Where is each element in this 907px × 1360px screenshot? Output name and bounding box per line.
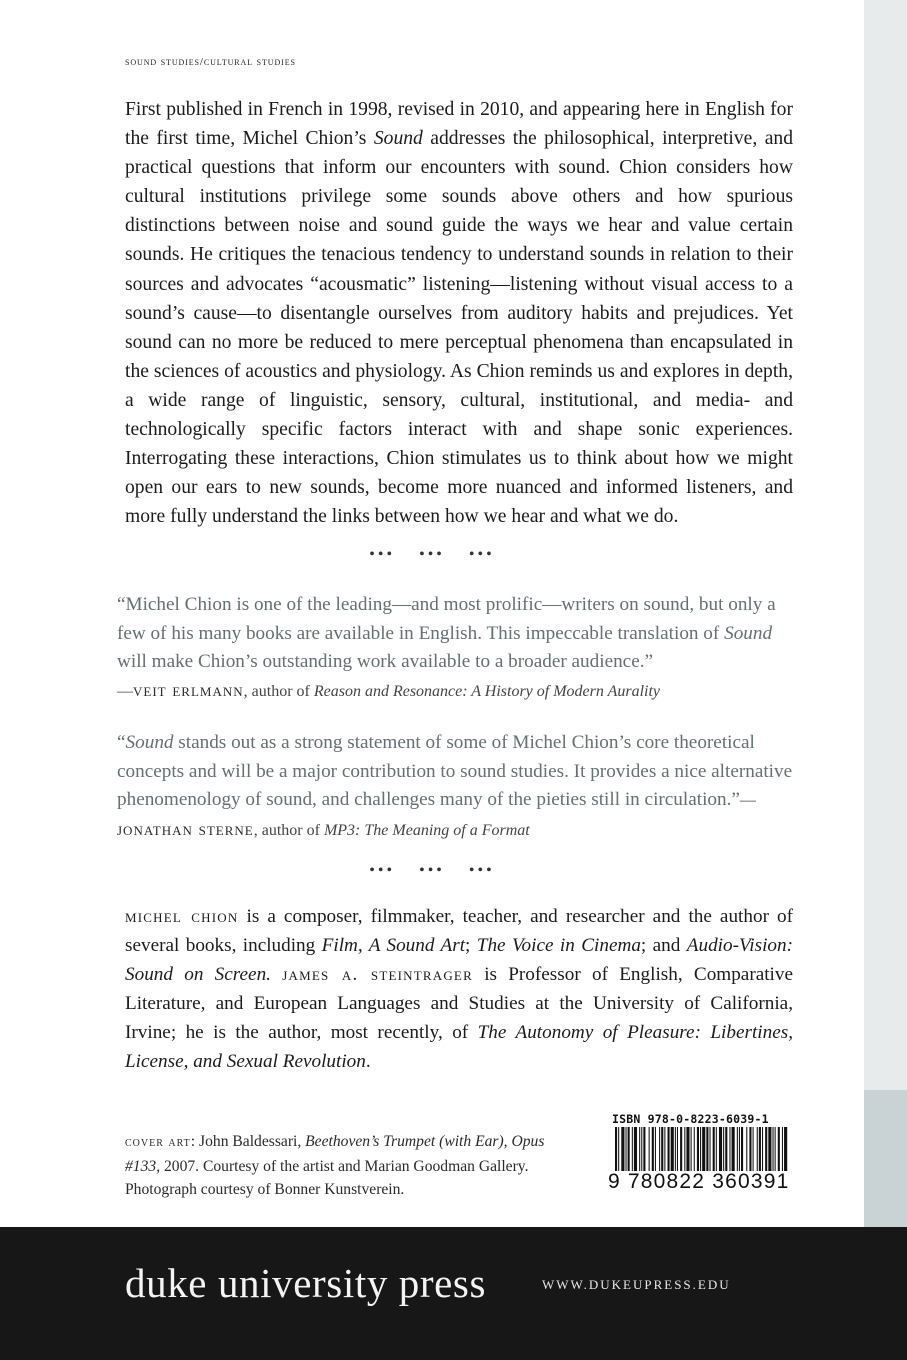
spine-edge <box>864 0 907 1090</box>
section-separator-2 <box>0 862 864 880</box>
barcode-bar <box>680 1127 682 1171</box>
category-label: sound studies/cultural studies <box>125 56 296 68</box>
quote1-title: Sound <box>724 622 773 644</box>
bio-book-4: The Autonomy of Pleasure: Libertines, License, and Sexual Revolution <box>125 1022 793 1073</box>
book-description <box>125 95 793 531</box>
quote2-work: MP3: The Meaning of a Format <box>323 821 530 839</box>
credit-artist: John Baldessari, <box>199 1133 306 1150</box>
barcode-bar <box>639 1127 640 1171</box>
barcode-bar <box>749 1127 751 1171</box>
bio-author-1: michel chion <box>125 906 239 927</box>
quote2-title: Sound <box>125 732 174 753</box>
separator-dots: ••• <box>419 546 445 563</box>
quote1-author-of: , author of <box>243 682 314 700</box>
barcode-bar <box>615 1127 617 1171</box>
bio-sep-2: ; and <box>640 935 687 957</box>
quote2-author-of: , author of <box>253 821 324 839</box>
barcode-bar <box>723 1127 724 1171</box>
blurb-part-1: First published in French in 1998, revised in 2010, and appearing here in English for the first time, Michel Chion’s <box>125 99 793 150</box>
barcode-bar <box>725 1127 727 1171</box>
barcode-bar <box>691 1127 692 1171</box>
blurb-book-title: Sound <box>373 128 423 150</box>
quote2-author: jonathan sterne <box>117 818 254 840</box>
bio-text-2: is Professor of English, Comparative Literature, and European Languages and Studies at the University of California, Irvine; he is the author, most recently, of <box>125 964 794 1044</box>
bio-book-3: Audio-Vision: Sound on Screen. <box>125 935 793 986</box>
barcode-bar <box>686 1127 689 1171</box>
bio-text-1: is a composer, filmmaker, teacher, and researcher and the author of several books, including <box>125 906 793 957</box>
publisher-name: duke university press <box>125 1260 487 1306</box>
quote1-text-2: will make Chion’s outstanding work available to a broader audience.” <box>117 651 654 673</box>
barcode-bar <box>768 1127 771 1171</box>
bio-space <box>271 964 282 985</box>
footer-band <box>0 1227 907 1360</box>
barcode-bar <box>784 1127 787 1171</box>
bio-author-2: james a. steintrager <box>282 964 473 986</box>
barcode-bar <box>765 1127 767 1171</box>
barcode-bar <box>643 1127 645 1171</box>
blurb-part-2: addresses the philosophical, interpretive, and practical questions that inform our encounters with sound. Chion considers how cultural institutions privilege some sounds above others and how spurious distinctions between noise and sound guide the ways we hear and value certain sounds. He critiques the tenacious tendency to understand sounds in relation to their sources and advocates “acousmatic” listening—listening without visual access to a sound’s cause—to disentangle ourselves from auditory habits and prejudices. Yet sound can no more be reduced to mere perceptual phenomena than encapsulated in the sciences of acoustics and physiology. As Chion reminds us and explores in depth, a wide range of linguistic, sensory, cultural, institutional, and media- and technologically specific factors interact with and shape sonic experiences. Interrogating these interactions, Chion stimulates us to think about how we might open our ears to new sounds, become more nuanced and informed listeners, and more fully understand the links between how we hear and what we do. <box>125 128 793 528</box>
quote1-text-1: “Michel Chion is one of the leading—and most prolific—writers on sound, but only a few of his many books are available in English. This impeccable translation of <box>117 594 776 644</box>
barcode-bar <box>668 1127 670 1171</box>
barcode-bar <box>706 1127 708 1171</box>
barcode-bar <box>732 1127 735 1171</box>
barcode-bar <box>710 1127 711 1171</box>
quote1-attribution <box>117 680 660 701</box>
isbn-digits: 9 780822 360391 <box>608 1170 790 1193</box>
barcode-bar <box>775 1127 776 1171</box>
separator-dots: ••• <box>369 862 396 879</box>
barcode-bar <box>641 1127 642 1171</box>
credit-colon: : <box>190 1133 200 1150</box>
barcode-bars <box>612 1127 792 1175</box>
bio-end: . <box>365 1051 371 1073</box>
section-separator-1 <box>0 546 864 564</box>
barcode-bar <box>759 1127 761 1171</box>
bio-sep-1: ; <box>465 935 477 957</box>
barcode-bar <box>713 1127 715 1171</box>
barcode-bar <box>739 1127 740 1171</box>
barcode-bar <box>634 1127 637 1171</box>
barcode-bar <box>697 1127 699 1171</box>
cover-art-credit <box>125 1130 565 1202</box>
bio-book-1: Film, A Sound Art <box>321 935 466 957</box>
barcode-bar <box>655 1127 656 1171</box>
barcode-bar <box>677 1127 678 1171</box>
barcode-bar <box>621 1127 624 1171</box>
endorsement-quote-1 <box>117 591 793 706</box>
credit-rest: , 2007. Courtesy of the artist and Marian Goodman Gallery. Photograph courtesy of Bonner Kunstverein. <box>125 1157 529 1199</box>
separator-dots: ••• <box>369 546 396 563</box>
barcode-bar <box>632 1127 633 1171</box>
barcode-bar <box>753 1127 754 1171</box>
barcode-bar <box>661 1127 663 1171</box>
barcode-bar <box>649 1127 650 1171</box>
barcode-bar <box>702 1127 705 1171</box>
bio-book-2: The Voice in Cinema <box>476 935 641 957</box>
isbn-barcode <box>608 1112 792 1204</box>
spine-edge-shadow <box>864 1090 907 1227</box>
separator-dots: ••• <box>419 862 445 879</box>
barcode-bar <box>716 1127 717 1171</box>
barcode-bar <box>664 1127 665 1171</box>
quote1-author: veit erlmann <box>133 679 244 701</box>
barcode-bar <box>741 1127 743 1171</box>
separator-dots: ••• <box>468 862 495 879</box>
barcode-bar <box>652 1127 654 1171</box>
barcode-bar <box>746 1127 747 1171</box>
quote1-work: Reason and Resonance: A History of Modern Aurality <box>313 682 661 700</box>
endorsement-quote-2 <box>117 729 793 845</box>
isbn-label: ISBN 978-0-8223-6039-1 <box>612 1112 769 1126</box>
barcode-bar <box>684 1127 685 1171</box>
quote2-dash: — <box>739 792 756 810</box>
barcode-bar <box>762 1127 763 1171</box>
barcode-bar <box>694 1127 695 1171</box>
barcode-bar <box>778 1127 780 1171</box>
barcode-bar <box>675 1127 676 1171</box>
quote2-open-mark: “ <box>117 732 126 753</box>
barcode-bar <box>671 1127 674 1171</box>
barcode-bar <box>782 1127 783 1171</box>
barcode-bar <box>628 1127 630 1171</box>
author-bio <box>125 902 793 1077</box>
barcode-bar <box>659 1127 660 1171</box>
barcode-bar <box>719 1127 722 1171</box>
barcode-bar <box>618 1127 619 1171</box>
barcode-bar <box>729 1127 730 1171</box>
barcode-bar <box>757 1127 758 1171</box>
barcode-bar <box>626 1127 627 1171</box>
barcode-bar <box>773 1127 774 1171</box>
credit-label: cover art <box>125 1135 191 1150</box>
credit-work: Beethoven’s Trumpet (with Ear), Opus #133 <box>125 1133 545 1175</box>
barcode-bar <box>737 1127 738 1171</box>
quote1-dash: — <box>117 682 133 700</box>
barcode-bar <box>700 1127 701 1171</box>
publisher-website: WWW.DUKEUPRESS.EDU <box>542 1277 731 1292</box>
quote2-text: stands out as a strong statement of some of Michel Chion’s core theoretical concepts and will be a major contribution to sound studies. It provides a nice alternative phenomenology of sound, and challenges many of the pieties still in circulation.” <box>117 732 793 811</box>
separator-dots: ••• <box>468 546 495 563</box>
